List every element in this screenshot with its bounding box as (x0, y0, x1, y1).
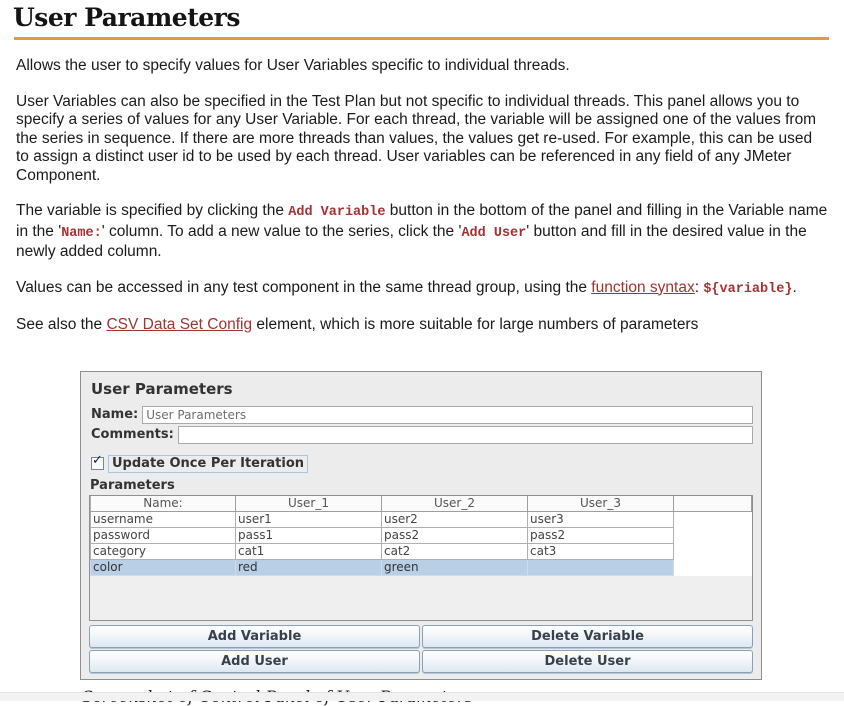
panel-buttons (89, 625, 753, 673)
doc-content (0, 57, 844, 335)
delete-variable-button[interactable]: Delete Variable (422, 625, 753, 648)
table-row-category (90, 544, 752, 560)
usage-text-1: The variable is specified by clicking the (16, 202, 289, 219)
table-cell[interactable]: cat3 (528, 544, 674, 560)
see-also-text-1: See also the (16, 316, 107, 333)
update-once-row (91, 455, 753, 473)
table-row-color-selected (90, 560, 752, 576)
update-once-label[interactable]: Update Once Per Iteration (108, 455, 308, 473)
doc-header (0, 0, 844, 40)
comments-field-row (89, 426, 753, 444)
panel-title: User Parameters (91, 379, 233, 398)
table-cell[interactable]: red (236, 560, 382, 576)
usage-text-2: button in the bottom of the panel and filling in the Variable name in the ' (16, 202, 828, 240)
header-filler (674, 496, 752, 512)
delete-user-button[interactable]: Delete User (422, 650, 753, 673)
comments-input[interactable] (178, 426, 753, 444)
name-input[interactable] (142, 406, 753, 424)
add-user-button[interactable]: Add User (89, 650, 420, 673)
row-filler (674, 544, 752, 560)
usage-text-4: ' button and fill in the desired value in the newly added column. (16, 222, 807, 260)
access-paragraph (16, 279, 828, 300)
see-also-paragraph (16, 316, 828, 335)
description-paragraph: User Variables can also be specified in the Test Plan but not specific to individual threads. This panel allows you to specify a series of values for any User Variable. For each thread, the variable will be assigned one of the values from the series in sequence. If there are more threads than values, the values get re-used. For example, this can be used to assign a distinct user id to be used by each thread. User variables can be referenced in any field of any JMeter Component. (16, 92, 817, 184)
table-cell[interactable]: username (90, 512, 236, 528)
table-cell[interactable] (528, 560, 674, 576)
access-text-2: : (694, 278, 704, 296)
table-cell[interactable]: pass2 (382, 528, 528, 544)
usage-paragraph (16, 202, 828, 262)
add-variable-button[interactable]: Add Variable (89, 625, 420, 648)
row-filler (674, 528, 752, 544)
header-user-1[interactable]: User_1 (236, 496, 382, 512)
comments-label: Comments: (91, 427, 174, 442)
row-filler (674, 512, 752, 528)
page-title: User Parameters (13, 3, 240, 32)
add-variable-code: Add Variable (288, 205, 386, 220)
table-cell[interactable]: user2 (382, 512, 528, 528)
access-text-3: . (792, 278, 797, 296)
row-filler (674, 560, 752, 576)
name-column-code: Name: (61, 225, 102, 241)
control-panel-figure (80, 371, 844, 706)
parameters-label: Parameters (90, 477, 175, 493)
table-cell[interactable]: cat2 (382, 544, 528, 560)
page-footer-strip (0, 692, 844, 701)
table-cell[interactable]: password (90, 528, 236, 544)
access-text-1: Values can be accessed in any test component in the same thread group, using the (16, 278, 592, 296)
title-underline (14, 37, 829, 40)
header-name[interactable]: Name: (90, 496, 236, 512)
see-also-text-2: element, which is more suitable for large numbers of parameters (252, 316, 699, 333)
parameters-scrollpane[interactable] (89, 495, 753, 621)
intro-paragraph: Allows the user to specify values for User Variables specific to individual threads. (16, 57, 570, 74)
header-user-2[interactable]: User_2 (382, 496, 528, 512)
header-user-3[interactable]: User_3 (528, 496, 674, 512)
table-cell[interactable]: pass2 (528, 528, 674, 544)
checkbox-check-icon: ✓ (92, 453, 103, 468)
table-cell[interactable]: green (382, 560, 528, 576)
variable-syntax-code: ${variable} (703, 281, 793, 297)
table-cell[interactable]: category (90, 544, 236, 560)
table-cell[interactable]: user3 (528, 512, 674, 528)
user-parameters-panel (80, 371, 762, 680)
function-syntax-link[interactable]: function syntax (591, 278, 695, 296)
table-cell[interactable]: pass1 (236, 528, 382, 544)
table-cell[interactable]: cat1 (236, 544, 382, 560)
table-header-row (90, 496, 752, 512)
update-once-checkbox[interactable] (91, 453, 104, 470)
table-row-username (90, 512, 752, 528)
name-label: Name: (91, 407, 139, 422)
csv-data-set-config-link[interactable]: CSV Data Set Config (106, 316, 253, 333)
add-user-code: Add User (461, 225, 527, 241)
table-row-password (90, 528, 752, 544)
table-cell[interactable]: user1 (236, 512, 382, 528)
usage-text-3: ' column. To add a new value to the series, click the ' (101, 222, 462, 240)
table-cell[interactable]: color (90, 560, 236, 576)
name-field-row (89, 406, 753, 424)
